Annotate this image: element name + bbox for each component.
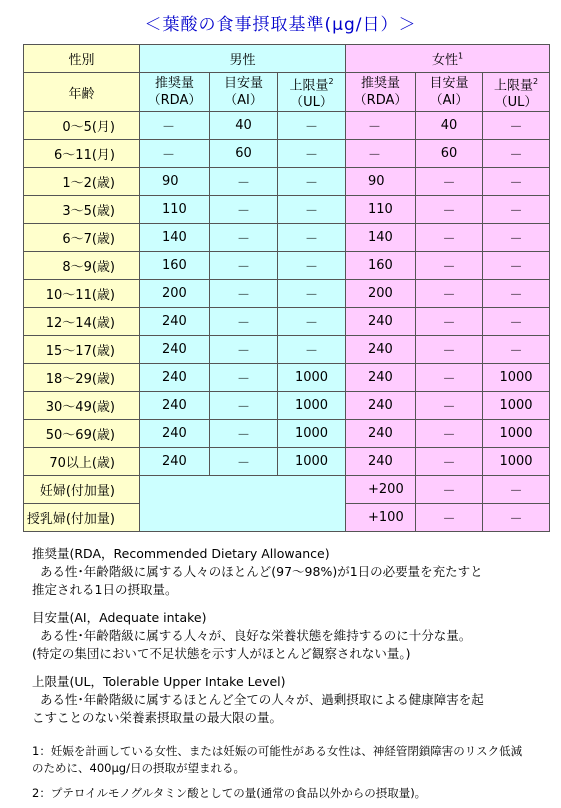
- female-ul-cell: －: [483, 280, 550, 308]
- female-rda-cell: 90: [346, 168, 416, 196]
- female-ul-cell: －: [483, 112, 550, 140]
- male-ul-cell: －: [278, 280, 346, 308]
- male-ai-cell: 60: [210, 140, 278, 168]
- male-rda-cell: 200: [140, 280, 210, 308]
- ul-note-body-cont: こすことのない栄養素摂取量の最大限の量。: [32, 710, 283, 725]
- sex-header: 性別: [24, 45, 140, 73]
- female-rda-cell: 140: [346, 224, 416, 252]
- male-rda-cell: －: [140, 112, 210, 140]
- male-rda-cell: 240: [140, 420, 210, 448]
- pregnant-label: 妊婦(付加量): [24, 476, 140, 504]
- female-ul-header: 上限量$^2$ （UL）: [483, 73, 550, 112]
- male-ai-cell: －: [210, 308, 278, 336]
- male-header: 男性: [140, 45, 346, 73]
- page-title: ＜葉酸の食事摂取基準(μg/日）＞: [144, 15, 417, 35]
- female-ai-cell: －: [416, 392, 483, 420]
- age-cell: 12～14(歳): [24, 308, 140, 336]
- male-ai-cell: －: [210, 252, 278, 280]
- male-ul-cell: －: [278, 168, 346, 196]
- age-cell: 50～69(歳): [24, 420, 140, 448]
- ai-note-body-cont: (特定の集団において不足状態を示す人がほとんど観察されない量。): [32, 646, 411, 661]
- male-ul-header: 上限量$^2$ （UL）: [278, 73, 346, 112]
- pregnant-ai: －: [416, 476, 483, 504]
- male-ul-cell: －: [278, 196, 346, 224]
- male-ul-cell: －: [278, 308, 346, 336]
- female-ai-cell: －: [416, 168, 483, 196]
- male-ai-cell: －: [210, 448, 278, 476]
- male-rda-cell: 90: [140, 168, 210, 196]
- male-na-cell: [140, 476, 346, 532]
- female-ai-cell: －: [416, 420, 483, 448]
- male-ai-cell: －: [210, 364, 278, 392]
- male-rda-cell: －: [140, 140, 210, 168]
- table-row: [24, 392, 550, 420]
- female-ai-cell: －: [416, 196, 483, 224]
- age-header: 年齢: [24, 73, 140, 112]
- table-row: [24, 168, 550, 196]
- male-rda-header: 推奨量 （RDA）: [140, 73, 210, 112]
- age-cell: 8～9(歳): [24, 252, 140, 280]
- male-rda-cell: 240: [140, 448, 210, 476]
- male-ul-cell: 1000: [278, 448, 346, 476]
- female-rda-header: 推奨量 （RDA）: [346, 73, 416, 112]
- age-cell: 10～11(歳): [24, 280, 140, 308]
- female-ai-cell: －: [416, 336, 483, 364]
- female-rda-cell: 240: [346, 336, 416, 364]
- male-ai-cell: －: [210, 336, 278, 364]
- female-ai-cell: －: [416, 308, 483, 336]
- table-row: [24, 112, 550, 140]
- table-row: [24, 364, 550, 392]
- age-cell: 30～49(歳): [24, 392, 140, 420]
- male-ul-cell: －: [278, 140, 346, 168]
- age-cell: 1～2(歳): [24, 168, 140, 196]
- female-ul-cell: －: [483, 252, 550, 280]
- notes-section: [32, 545, 552, 802]
- female-rda-cell: 240: [346, 448, 416, 476]
- female-rda-cell: 240: [346, 364, 416, 392]
- male-ul-cell: －: [278, 336, 346, 364]
- lactating-label: 授乳婦(付加量): [24, 504, 140, 532]
- ul-note-body: ある性･年齢階級に属するほとんど全ての人々が、過剰摂取による健康障害を起: [40, 692, 484, 707]
- table-row: [24, 224, 550, 252]
- male-ul-cell: 1000: [278, 364, 346, 392]
- male-rda-cell: 240: [140, 392, 210, 420]
- rda-note-title: 推奨量(RDA，Recommended Dietary Allowance): [32, 546, 330, 561]
- male-ai-cell: －: [210, 224, 278, 252]
- table-row: [24, 140, 550, 168]
- male-rda-cell: 240: [140, 308, 210, 336]
- male-ai-header: 目安量 （AI）: [210, 73, 278, 112]
- female-ul-cell: 1000: [483, 448, 550, 476]
- male-ul-cell: －: [278, 252, 346, 280]
- female-rda-cell: 240: [346, 420, 416, 448]
- lactating-ai: －: [416, 504, 483, 532]
- female-ul-cell: 1000: [483, 392, 550, 420]
- female-rda-cell: －: [346, 140, 416, 168]
- female-ul-cell: －: [483, 140, 550, 168]
- female-ul-cell: －: [483, 336, 550, 364]
- age-cell: 6～11(月): [24, 140, 140, 168]
- table-row: [24, 196, 550, 224]
- female-ul-cell: －: [483, 224, 550, 252]
- folate-intake-table: [23, 44, 550, 532]
- pregnant-ul: －: [483, 476, 550, 504]
- male-ul-cell: －: [278, 112, 346, 140]
- female-ai-cell: －: [416, 252, 483, 280]
- female-header: 女性$^1$: [346, 45, 550, 73]
- female-rda-cell: 110: [346, 196, 416, 224]
- table-row: [24, 448, 550, 476]
- female-ul-cell: －: [483, 168, 550, 196]
- female-ai-cell: －: [416, 280, 483, 308]
- age-cell: 70以上(歳): [24, 448, 140, 476]
- male-ai-cell: －: [210, 196, 278, 224]
- age-cell: 0～5(月): [24, 112, 140, 140]
- female-ai-cell: 60: [416, 140, 483, 168]
- table-row: [24, 308, 550, 336]
- female-ul-cell: －: [483, 308, 550, 336]
- ai-note-body: ある性･年齢階級に属する人々が、良好な栄養状態を維持するのに十分な量。: [40, 628, 472, 643]
- male-rda-cell: 240: [140, 364, 210, 392]
- female-ai-cell: －: [416, 364, 483, 392]
- footnote-1-cont: のために、400μg/日の摂取が望まれる。: [32, 761, 245, 775]
- rda-note-body: ある性･年齢階級に属する人々のほとんど(97～98%)が1日の必要量を充たすと: [40, 564, 483, 579]
- footnote-1: 1：妊娠を計画している女性、または妊娠の可能性がある女性は、神経管閉鎖障害のリスク低減: [32, 744, 523, 758]
- female-rda-cell: －: [346, 112, 416, 140]
- footnote-2: 2：プテロイルモノグルタミン酸としての量(通常の食品以外からの摂取量)。: [32, 786, 427, 800]
- male-ai-cell: －: [210, 392, 278, 420]
- pregnant-rda: +200: [346, 476, 416, 504]
- age-cell: 6～7(歳): [24, 224, 140, 252]
- ai-note-title: 目安量(AI，Adequate intake): [32, 610, 207, 625]
- table-row: [24, 252, 550, 280]
- male-ul-cell: 1000: [278, 420, 346, 448]
- female-rda-cell: 240: [346, 308, 416, 336]
- male-ai-cell: －: [210, 168, 278, 196]
- male-ai-cell: －: [210, 280, 278, 308]
- male-rda-cell: 240: [140, 336, 210, 364]
- age-cell: 18～29(歳): [24, 364, 140, 392]
- female-rda-cell: 240: [346, 392, 416, 420]
- lactating-ul: －: [483, 504, 550, 532]
- male-ul-cell: 1000: [278, 392, 346, 420]
- rda-note-body-cont: 推定される1日の摂取量。: [32, 582, 178, 597]
- age-cell: 15～17(歳): [24, 336, 140, 364]
- male-ul-cell: －: [278, 224, 346, 252]
- female-ul-cell: 1000: [483, 364, 550, 392]
- female-rda-cell: 200: [346, 280, 416, 308]
- ul-note-title: 上限量(UL，Tolerable Upper Intake Level): [32, 674, 286, 689]
- age-cell: 3～5(歳): [24, 196, 140, 224]
- table-row: [24, 336, 550, 364]
- lactating-rda: +100: [346, 504, 416, 532]
- male-ai-cell: －: [210, 420, 278, 448]
- female-ul-cell: 1000: [483, 420, 550, 448]
- female-ai-cell: 40: [416, 112, 483, 140]
- table-row: [24, 420, 550, 448]
- female-rda-cell: 160: [346, 252, 416, 280]
- female-ai-cell: －: [416, 224, 483, 252]
- female-ul-cell: －: [483, 196, 550, 224]
- male-rda-cell: 140: [140, 224, 210, 252]
- female-ai-header: 目安量 （AI）: [416, 73, 483, 112]
- male-rda-cell: 110: [140, 196, 210, 224]
- male-ai-cell: 40: [210, 112, 278, 140]
- female-ai-cell: －: [416, 448, 483, 476]
- male-rda-cell: 160: [140, 252, 210, 280]
- table-row: [24, 280, 550, 308]
